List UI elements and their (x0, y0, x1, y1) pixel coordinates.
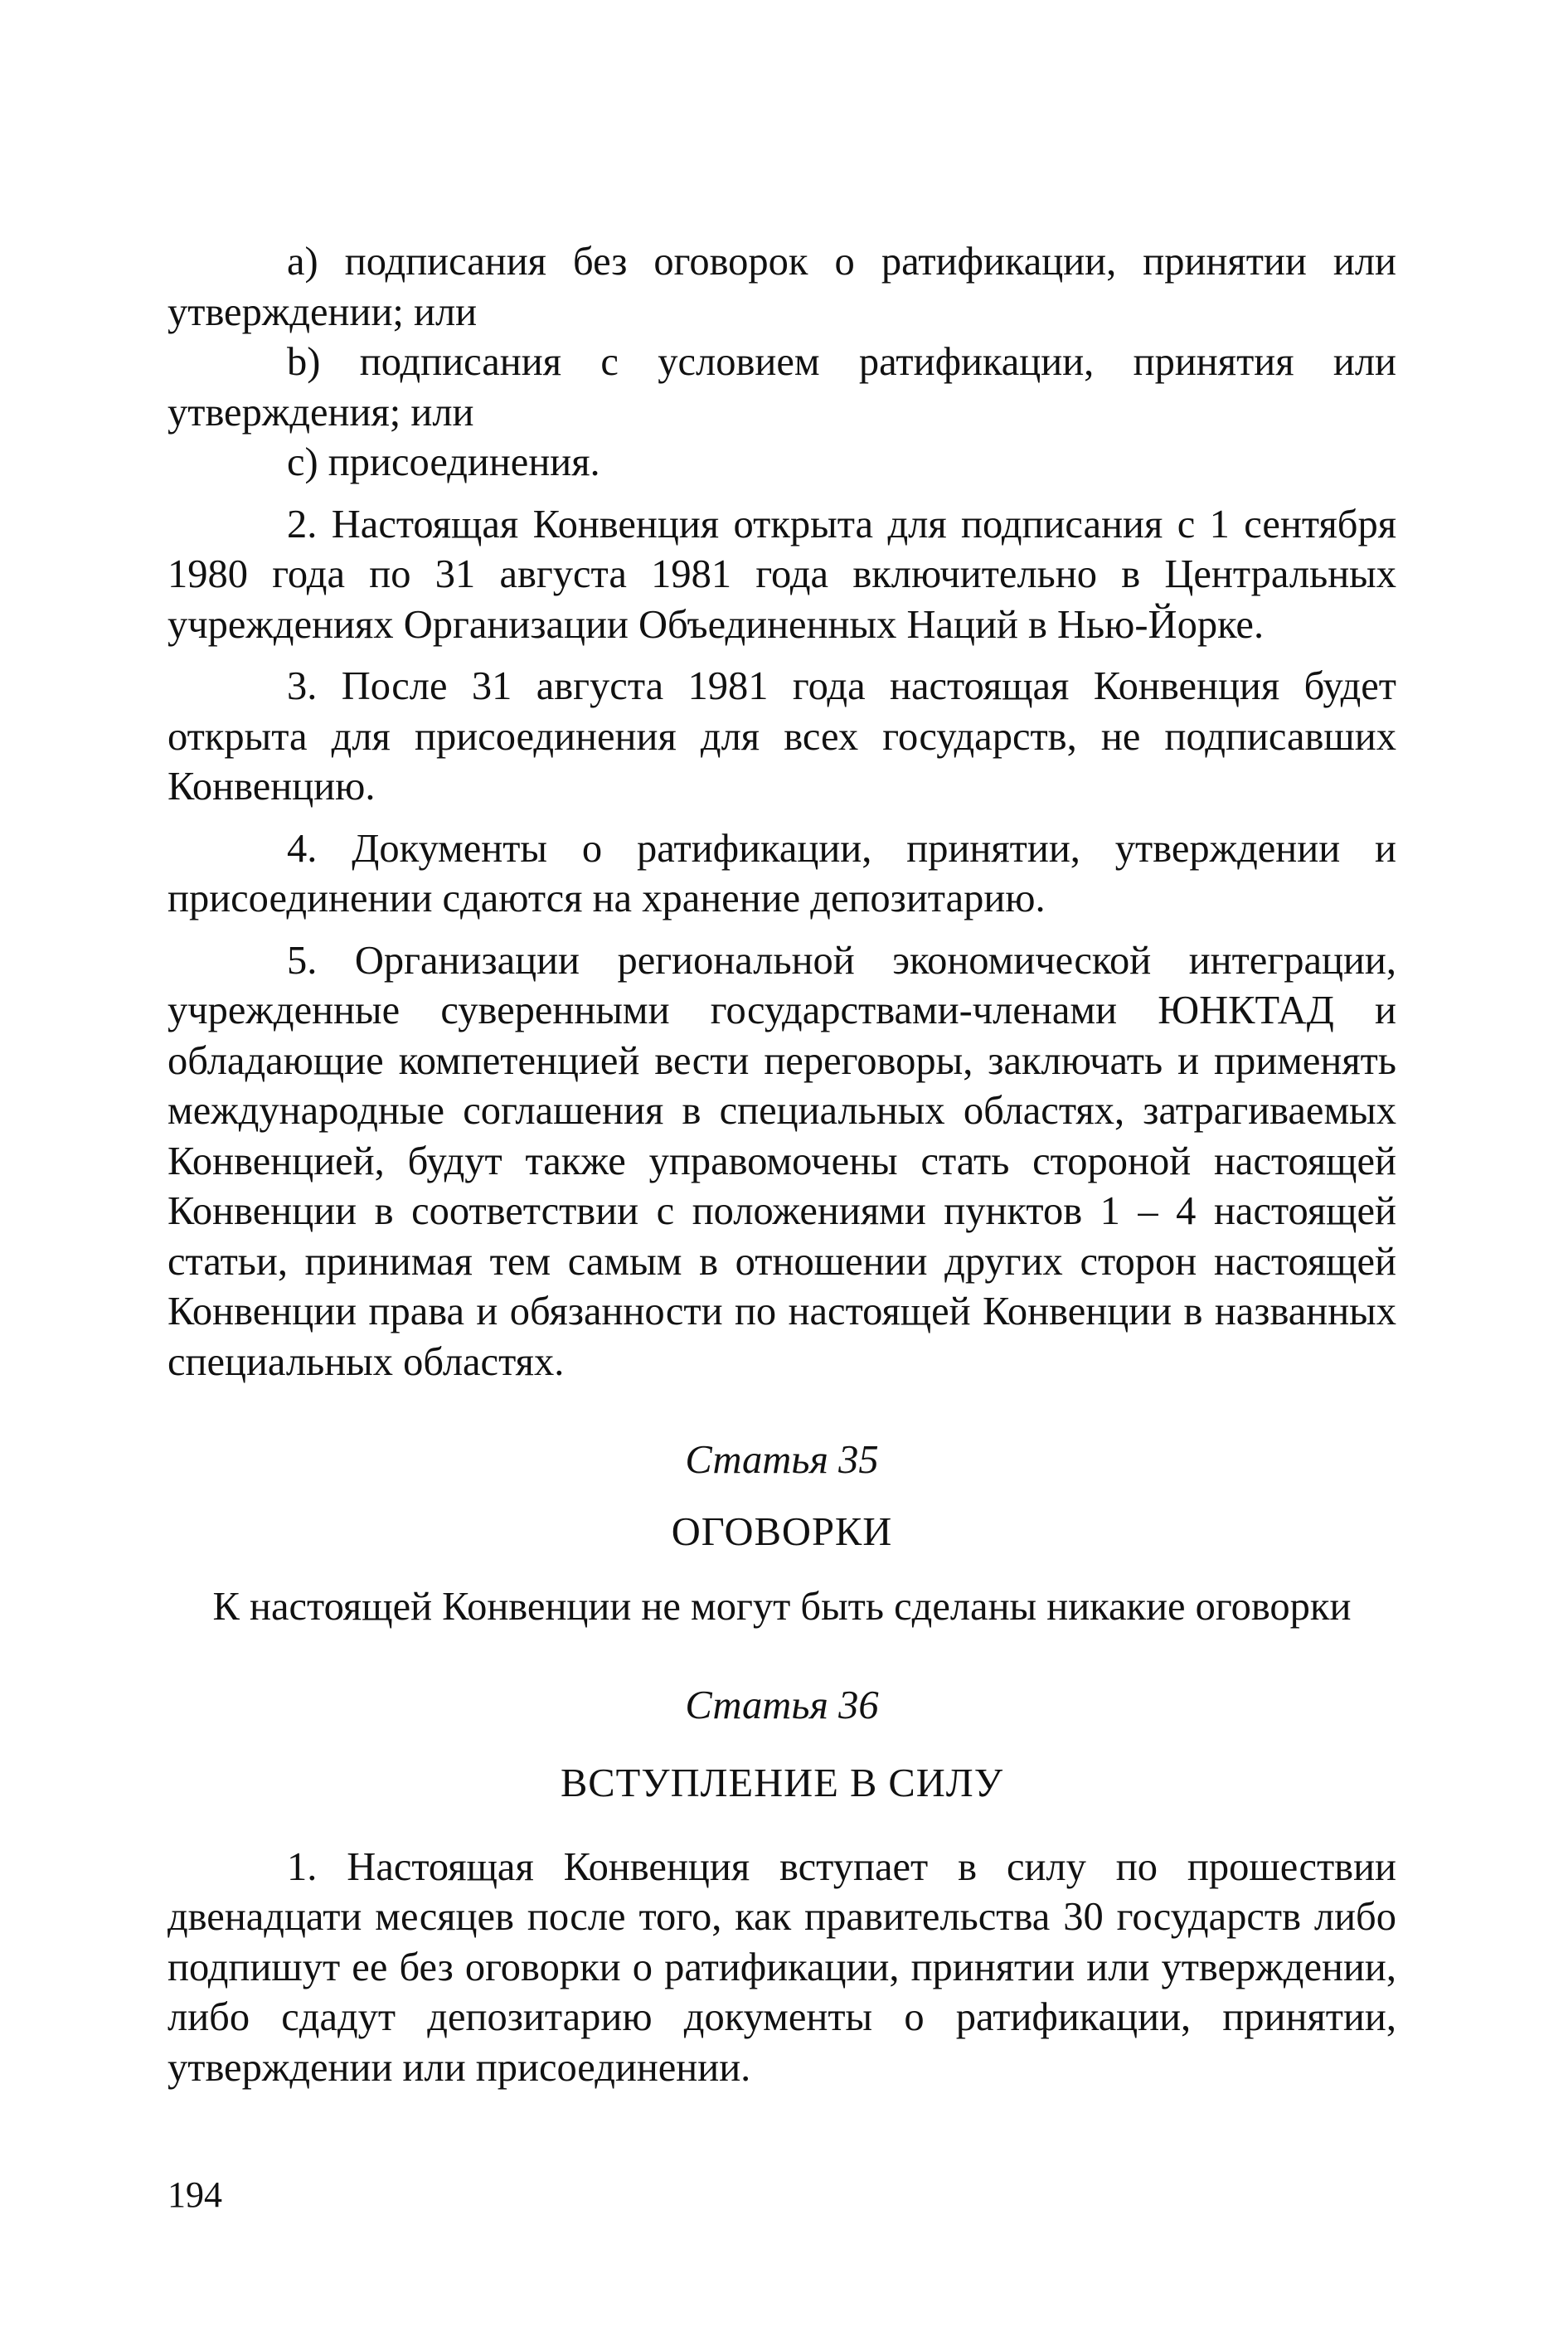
paragraph-2: 2. Настоящая Конвенция открыта для подписания с 1 сентября 1980 года по 31 августа 1981 года включительно в Центральных учреждениях Организации Объединенных Наций в Нью-Йорке. (167, 502, 1396, 647)
paragraph-item-a: a) подписания без оговорок о ратификации, принятии или утверждении; или (167, 240, 1396, 334)
paragraph-item-c: c) присоединения. (287, 440, 600, 484)
article-35-text: К настоящей Конвенции не могут быть сделаны никакие оговорки (212, 1585, 1352, 1629)
article-35-title: ОГОВОРКИ (671, 1509, 893, 1554)
paragraph-4: 4. Документы о ратификации, принятии, утверждении и присоединении сдаются на хранение депозитарию. (167, 826, 1396, 920)
document-body (167, 237, 1396, 2093)
paragraph-3: 3. После 31 августа 1981 года настоящая Конвенция будет открыта для присоединения для всех государств, не подписавших Конвенцию. (167, 664, 1396, 809)
article-36-paragraph-1: 1. Настоящая Конвенция вступает в силу по прошествии двенадцати месяцев после того, как правительства 30 государств либо подпишут ее без оговорки о ратификации, принятии или утверждении, либо сдадут депозитарию документы о ратификации, принятии, утверждении или присоединении. (167, 1844, 1396, 2090)
article-36-title: ВСТУПЛЕНИЕ В СИЛУ (560, 1761, 1004, 1805)
paragraph-item-b: b) подписания с условием ратификации, принятия или утверждения; или (167, 340, 1396, 435)
article-35-number: Статья 35 (685, 1438, 879, 1482)
page-number: 194 (167, 2174, 222, 2215)
article-36-number: Статья 36 (685, 1683, 879, 1727)
paragraph-5: 5. Организации региональной экономической интеграции, учрежденные суверенными государствами-членами ЮНКТАД и обладающие компетенцией вести переговоры, заключать и применять международные соглашения в специальных областях, затрагиваемых Конвенцией, будут также управомочены стать стороной настоящей Конвенции в соответствии с положениями пунктов 1 – 4 настоящей статьи, принимая тем самым в отношении других сторон настоящей Конвенции права и обязанности по настоящей Конвенции в названных специальных областях. (167, 938, 1396, 1384)
